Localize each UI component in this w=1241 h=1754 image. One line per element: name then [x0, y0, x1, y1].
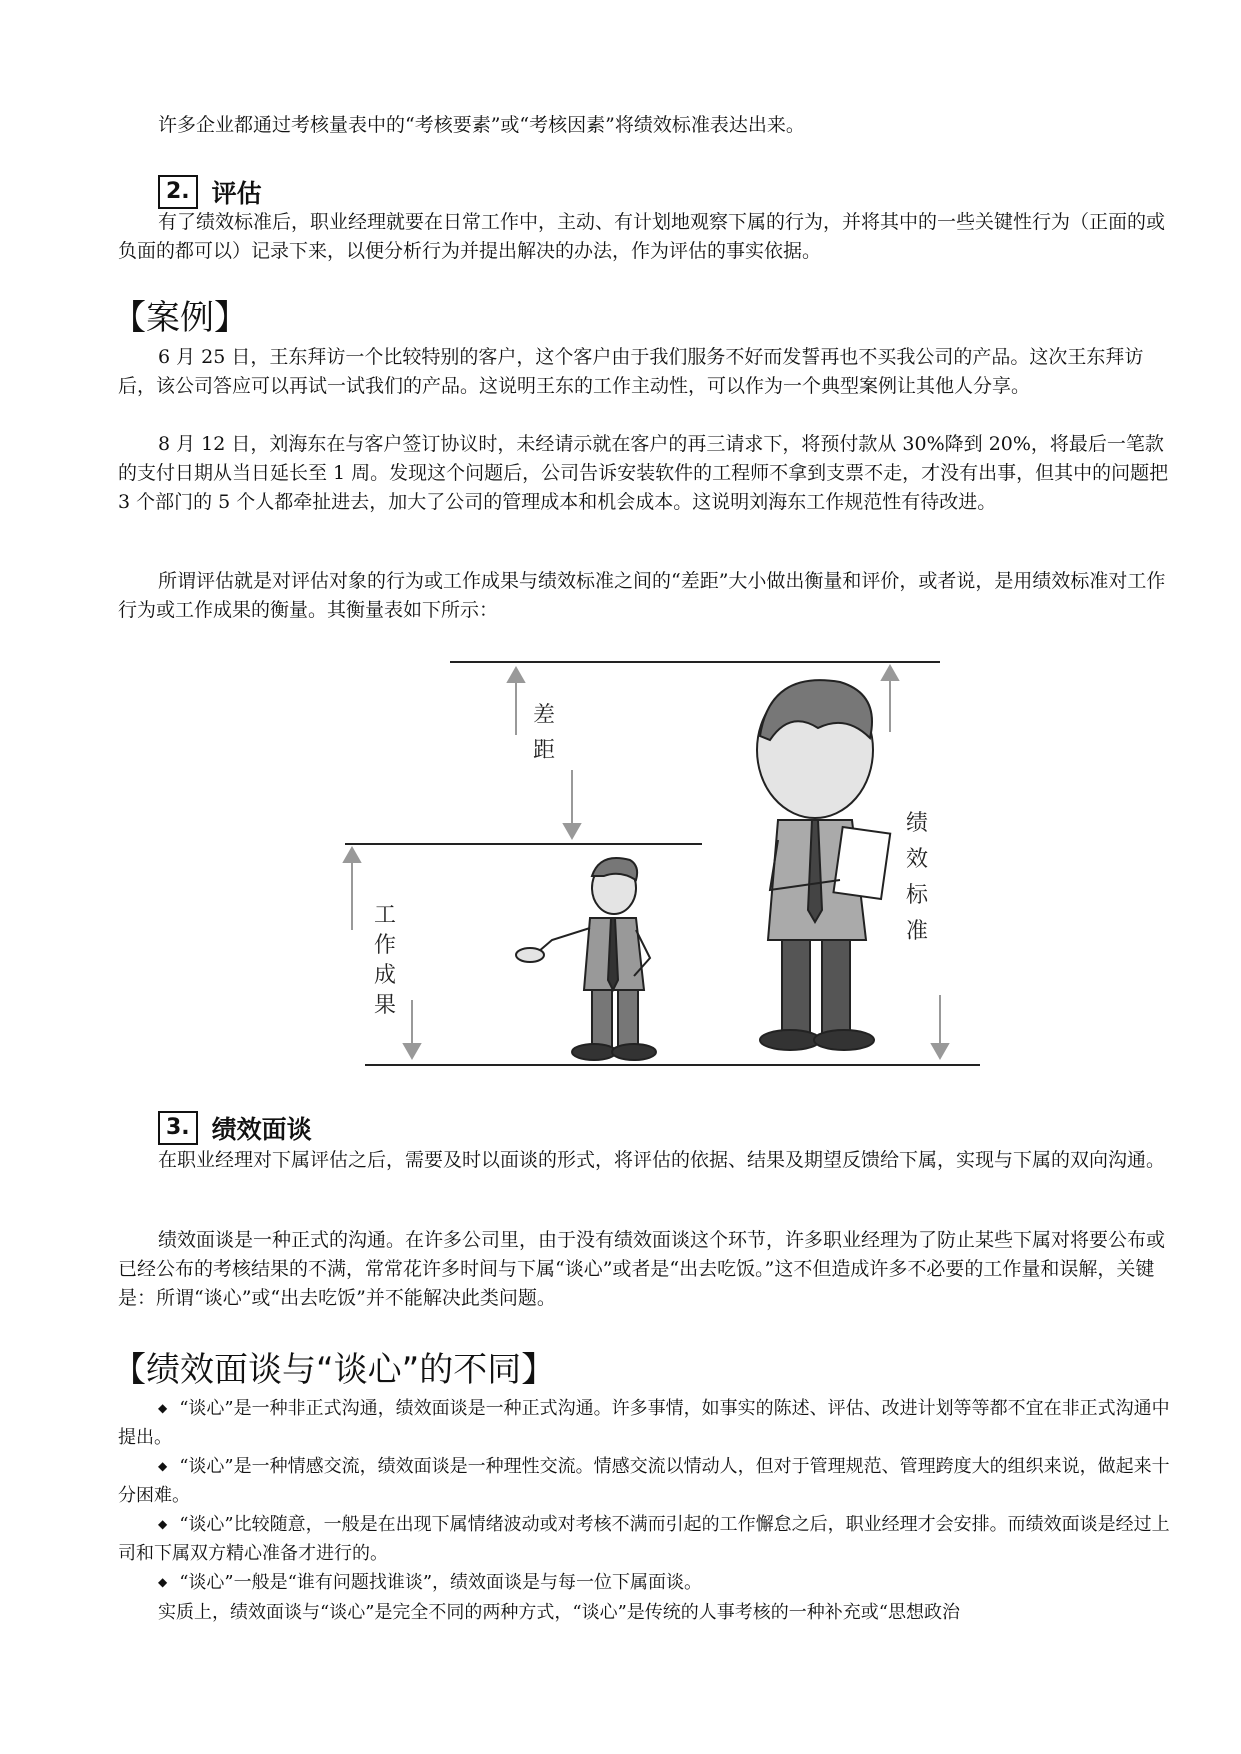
section-3-title: 绩效面谈 — [211, 1115, 312, 1144]
result-char-3: 成 — [374, 963, 397, 988]
bullet-text: “谈心”是一种非正式沟通，绩效面谈是一种正式沟通。许多事情，如事实的陈述、评估、改进计划等等都不宜在非正式沟通中提出。 — [118, 1398, 1170, 1448]
difference-bullet-2 — [118, 1452, 1180, 1510]
section-3-heading — [158, 1110, 312, 1146]
section-3-paragraph-1: 在职业经理对下属评估之后，需要及时以面谈的形式，将评估的依据、结果及期望反馈给下属，实现与下属的双向沟通。 — [158, 1149, 1166, 1171]
difference-bullet-4 — [118, 1568, 1180, 1597]
difference-bullet-1 — [118, 1394, 1180, 1452]
difference-heading: 【绩效面谈与“谈心”的不同】 — [112, 1350, 556, 1390]
worker-illustration — [516, 858, 656, 1060]
standard-char-3: 标 — [906, 883, 929, 908]
standard-char-1: 绩 — [906, 811, 929, 836]
case-paragraph-1: 6 月 25 日，王东拜访一个比较特别的客户，这个客户由于我们服务不好而发誓再也不买我公司的产品。这次王东拜访后，该公司答应可以再试一试我们的产品。这说明王东的工作主动性，可以作为一个典型案例让其他人分享。 — [118, 346, 1144, 397]
section-2-number: 2. — [158, 175, 198, 209]
intro-paragraph: 许多企业都通过考核量表中的“考核要素”或“考核因素”将绩效标准表达出来。 — [158, 114, 805, 136]
case-paragraph-2: 8 月 12 日，刘海东在与客户签订协议时，未经请示就在客户的再三请求下，将预付款从 30%降到 20%，将最后一笔款的支付日期从当日延长至 1 周。发现这个问题后，公司告诉安装软件的工程师不拿到支票不走，才没有出事，但其中的问题把 3 个部门的 5 个人都牵扯进去，加大了公司的管理成本和机会成本。这说明刘海东工作规范性有待改进。 — [118, 433, 1169, 513]
evaluation-paragraph: 所谓评估就是对评估对象的行为或工作成果与绩效标准之间的“差距”大小做出衡量和评价，或者说，是用绩效标准对工作行为或工作成果的衡量。其衡量表如下所示： — [118, 570, 1166, 621]
standard-char-2: 效 — [906, 847, 929, 872]
bullet-diamond-icon: ◆ — [158, 1459, 168, 1473]
bullet-diamond-icon: ◆ — [158, 1401, 168, 1415]
bullet-text: “谈心”一般是“谁有问题找谁谈”，绩效面谈是与每一位下属面谈。 — [179, 1572, 703, 1593]
bullet-text: “谈心”是一种情感交流，绩效面谈是一种理性交流。情感交流以情动人，但对于管理规范、管理跨度大的组织来说，做起来十分困难。 — [118, 1456, 1170, 1506]
gap-char-1: 差 — [533, 703, 556, 728]
bullet-diamond-icon: ◆ — [158, 1575, 168, 1589]
section-3-number: 3. — [158, 1111, 198, 1145]
section-2-heading — [158, 174, 262, 210]
section-3-paragraph-2: 绩效面谈是一种正式的沟通。在许多公司里，由于没有绩效面谈这个环节，许多职业经理为了防止某些下属对将要公布或已经公布的考核结果的不满，常常花许多时间与下属“谈心”或者是“出去吃饭。”这不但造成许多不必要的工作量和误解，关键是：所谓“谈心”或“出去吃饭”并不能解决此类问题。 — [118, 1229, 1166, 1309]
result-char-2: 作 — [374, 933, 397, 958]
difference-bullet-3 — [118, 1510, 1180, 1568]
section-2-title: 评估 — [211, 179, 262, 208]
bullet-diamond-icon: ◆ — [158, 1517, 168, 1531]
result-char-4: 果 — [374, 993, 397, 1018]
case-heading: 【案例】 — [112, 298, 248, 338]
bullet-text: “谈心”比较随意，一般是在出现下属情绪波动或对考核不满而引起的工作懈怠之后，职业经理才会安排。而绩效面谈是经过上司和下属双方精心准备才进行的。 — [118, 1514, 1170, 1564]
manager-illustration — [757, 680, 890, 1050]
gap-char-2: 距 — [533, 738, 556, 763]
section-2-paragraph: 有了绩效标准后，职业经理就要在日常工作中，主动、有计划地观察下属的行为，并将其中的一些关键性行为（正面的或负面的都可以）记录下来，以便分析行为并提出解决的办法，作为评估的事实依据。 — [118, 211, 1166, 262]
gap-measurement-figure — [0, 640, 1241, 1080]
closing-paragraph: 实质上，绩效面谈与“谈心”是完全不同的两种方式，“谈心”是传统的人事考核的一种补充或“思想政治 — [158, 1602, 961, 1623]
standard-char-4: 准 — [906, 919, 929, 944]
result-char-1: 工 — [374, 903, 397, 928]
